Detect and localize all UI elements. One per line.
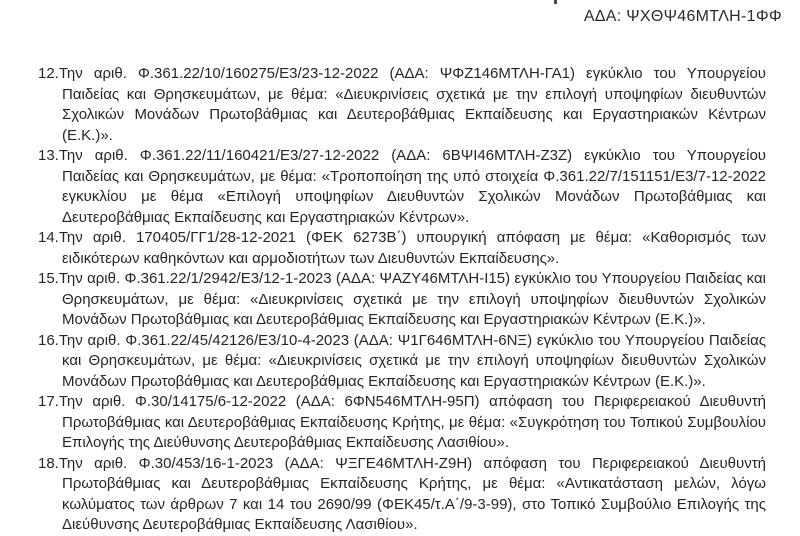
item-text: Την αριθ. Φ.361.22/45/42126/Ε3/10-4-2023 (ΑΔΑ: Ψ1Γ646ΜΤΛΗ-6ΝΞ) εγκύκλιο του Υπουργείου Παιδείας και Θρησκευμάτων, με θέμα: «Διευκρινίσεις σχετικά με την επιλογή υποψηφίων διευθυντών Σχολικών Μονάδων Πρωτοβάθμιας και Δευτεροβάθμιας Εκπαίδευσης και Εργαστηριακών Κέντρων (Ε.Κ.)». (58, 331, 766, 390)
list-item (38, 331, 766, 393)
item-text: Την αριθ. Φ.30/453/16-1-2023 (ΑΔΑ: ΨΞΓΕ46ΜΤΛΗ-Ζ9Η) απόφαση του Περιφερειακού Διευθυντή Πρωτοβάθμιας και Δευτεροβάθμιας Εκπαίδευσης Κρήτης, με θέμα: «Αντικατάσταση μελών, λόγω κωλύματος των άρθρων 7 και 14 του 2690/99 (ΦΕΚ45/τ.Α΄/9-3-99), στο Τοπικό Συμβούλιο Επιλογής της Διεύθυνσης Δευτεροβάθμιας Εκπαίδευσης Λασιθίου». (58, 454, 766, 533)
item-number: 12. (38, 65, 59, 82)
item-number: 16. (38, 331, 59, 349)
references-list (38, 64, 766, 536)
list-item (38, 64, 766, 146)
ada-code-header: ΑΔΑ: ΨΧΘΨ46ΜΤΛΗ-1ΦΦ (583, 8, 782, 25)
list-item (38, 392, 766, 454)
list-item (38, 146, 766, 228)
item-number: 15. (38, 270, 59, 287)
item-number: 18. (38, 454, 59, 472)
item-number: 17. (38, 393, 59, 410)
list-item (38, 269, 766, 331)
item-text: Την αριθ. Φ.361.22/10/160275/Ε3/23-12-2022 (ΑΔΑ: ΨΦΖ146ΜΤΛΗ-ΓΑ1) εγκύκλιο του Υπουργείου Παιδείας και Θρησκευμάτων, με θέμα: «Διευκρινίσεις σχετικά με την επιλογή υποψηφίων διευθυντών Σχολικών Μονάδων Πρωτοβάθμιας και Δευτεροβάθμιας Εκπαίδευσης και Εργαστηριακών Κέντρων (Ε.Κ.)». (58, 65, 766, 144)
list-item (38, 228, 766, 269)
list-item (38, 454, 766, 536)
item-number: 13. (38, 147, 59, 164)
item-text: Την αριθ. Φ.361.22/1/2942/Ε3/12-1-2023 (ΑΔΑ: ΨΑΖΥ46ΜΤΛΗ-Ι15) εγκύκλιο του Υπουργείου Παιδείας και Θρησκευμάτων, με θέμα: «Διευκρινίσεις σχετικά με την επιλογή υποψηφίων διευθυντών Σχολικών Μονάδων Πρωτοβάθμιας και Δευτεροβάθμιας Εκπαίδευσης και Εργαστηριακών Κέντρων (Ε.Κ.)». (58, 270, 766, 328)
item-number: 14. (38, 229, 59, 246)
page-edge-artifact (554, 0, 557, 4)
item-text: Την αριθ. Φ.30/14175/6-12-2022 (ΑΔΑ: 6ΦΝ546ΜΤΛΗ-95Π) απόφαση του Περιφερειακού Διευθυντή Πρωτοβάθμιας και Δευτεροβάθμιας Εκπαίδευσης Κρήτης, με θέμα: «Συγκρότηση του Τοπικού Συμβουλίου Επιλογής της Διεύθυνσης Δευτεροβάθμιας Εκπαίδευσης Λασιθίου». (58, 393, 766, 451)
item-text: Την αριθ. Φ.361.22/11/160421/Ε3/27-12-2022 (ΑΔΑ: 6ΒΨΙ46ΜΤΛΗ-Ζ3Ζ) εγκύκλιο του Υπουργείου Παιδείας και Θρησκευμάτων, με θέμα: «Τροποποίηση της υπό στοιχεία Φ.361.22/7/151151/Ε3/7-12-2022 εγκυκλίου με θέμα «Επιλογή υποψηφίων Διευθυντών Σχολικών Μονάδων Πρωτοβάθμιας και Δευτεροβάθμιας Εκπαίδευσης και Εργαστηριακών Κέντρων». (58, 147, 766, 226)
item-text: Την αριθ. 170405/ΓΓ1/28-12-2021 (ΦΕΚ 6273Β΄) υπουργική απόφαση με θέμα: «Καθορισμός των ειδικότερων καθηκόντων και αρμοδιοτήτων των Διευθυντών Εκπαίδευσης». (58, 229, 766, 267)
